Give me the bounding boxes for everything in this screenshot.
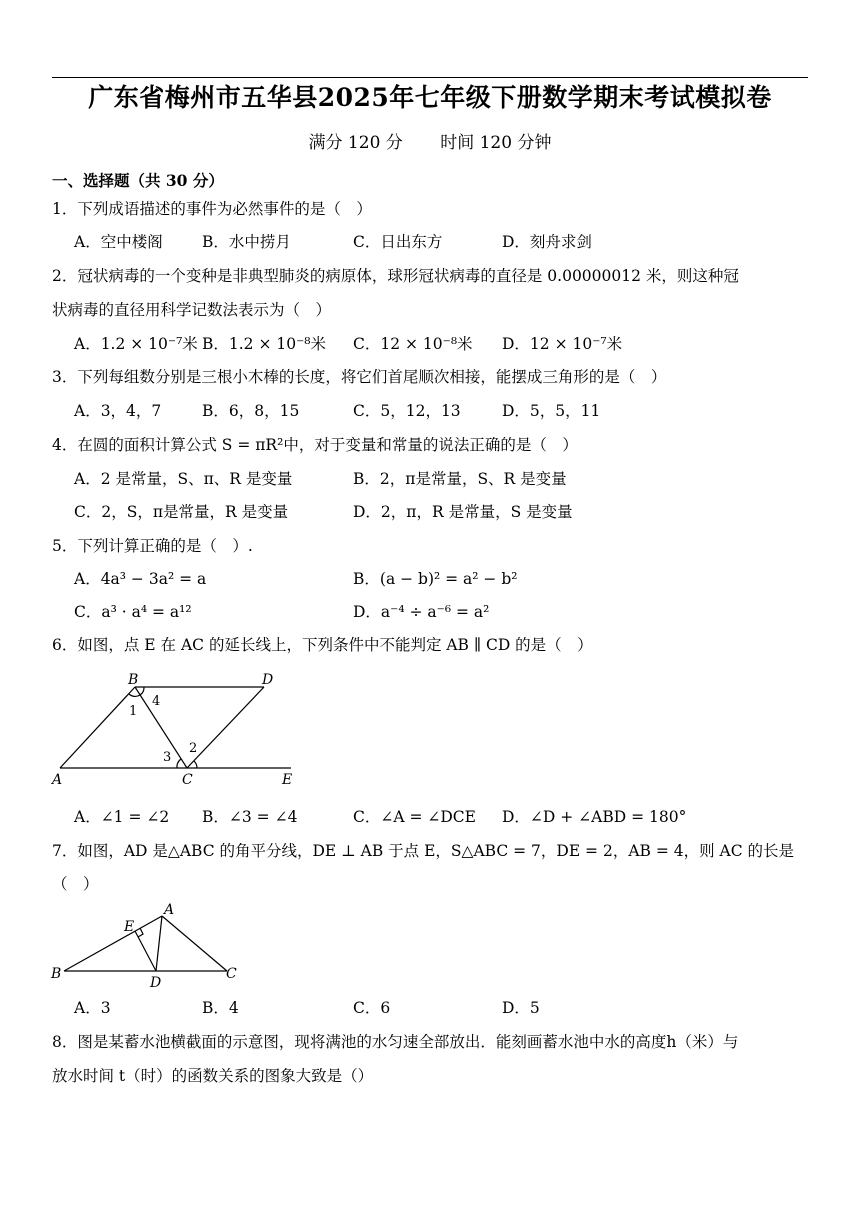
q1-option-b: B．水中捞月 [202, 233, 291, 251]
q6-option-a: A．∠1 = ∠2 [74, 808, 170, 826]
label-d: D [262, 672, 274, 688]
q5-stem: 5．下列计算正确的是（ ）. [52, 537, 253, 555]
q1-stem: 1．下列成语描述的事件为必然事件的是（ ） [52, 200, 372, 218]
q7-stem-line2: （ ） [52, 875, 99, 893]
label-e: E [282, 772, 293, 788]
label-a: A [164, 902, 175, 918]
label-angle-2: 2 [189, 741, 198, 756]
full-score: 满分 120 分 [308, 133, 403, 153]
q4-stem: 4．在圆的面积计算公式 S = πR²中，对于变量和常量的说法正确的是（ ） [52, 436, 578, 454]
label-d: D [150, 975, 162, 991]
segment-cd [187, 687, 264, 768]
label-c: C [226, 966, 237, 982]
q5-option-b: B．(a − b)² = a² − b² [353, 570, 518, 588]
q4-option-a: A．2 是常量，S、π、R 是变量 [74, 470, 293, 488]
q4-option-b: B．2，π是常量，S、R 是变量 [353, 470, 567, 488]
q6-option-c: C．∠A = ∠DCE [353, 808, 476, 826]
segment-bc [135, 687, 187, 768]
figure-q6 [48, 668, 298, 790]
q3-stem: 3．下列每组数分别是三根小木棒的长度，将它们首尾顺次相接，能摆成三角形的是（ ） [52, 368, 667, 386]
q2-option-d: D．12 × 10⁻⁷米 [502, 335, 623, 353]
q2-stem-line1: 2．冠状病毒的一个变种是非典型肺炎的病原体，球形冠状病毒的直径是 0.00000012 米，则这种冠 [52, 267, 739, 285]
label-c: C [182, 772, 193, 788]
q1-option-c: C．日出东方 [353, 233, 443, 251]
q7-option-c: C．6 [353, 999, 391, 1017]
q3-option-a: A．3，4，7 [74, 402, 162, 420]
label-angle-4: 4 [152, 694, 161, 709]
exam-title: 广东省梅州市五华县2025年七年级下册数学期末考试模拟卷 [88, 83, 772, 112]
q6-option-d: D．∠D + ∠ABD = 180° [502, 808, 687, 826]
label-a: A [52, 772, 63, 788]
q2-option-a: A．1.2 × 10⁻⁷米 [74, 335, 198, 353]
angle-1-arc [129, 694, 140, 696]
figure-q7 [48, 898, 244, 993]
angle-4-arc [140, 687, 144, 695]
q4-option-d: D．2，π，R 是常量，S 是变量 [353, 503, 573, 521]
segment-ba [64, 916, 162, 971]
segment-ac [162, 916, 227, 971]
q7-option-b: B．4 [202, 999, 239, 1017]
label-angle-1: 1 [129, 704, 138, 719]
label-b: B [51, 966, 62, 982]
q3-option-b: B．6，8，15 [202, 402, 300, 420]
q3-option-d: D．5，5，11 [502, 402, 601, 420]
q7-stem-line1: 7．如图，AD 是△ABC 的角平分线，DE ⊥ AB 于点 E，S△ABC = 7，DE = 2，AB = 4，则 AC 的长是 [52, 842, 795, 860]
q4-option-c: C．2，S，π是常量，R 是变量 [74, 503, 289, 521]
q5-option-c: C．a³ · a⁴ = a¹² [74, 603, 192, 621]
label-e: E [124, 919, 135, 935]
q6-option-b: B．∠3 = ∠4 [202, 808, 298, 826]
q2-option-c: C．12 × 10⁻⁸米 [353, 335, 473, 353]
segment-ad [156, 916, 162, 971]
q7-option-a: A．3 [74, 999, 111, 1017]
q5-option-d: D．a⁻⁴ ÷ a⁻⁶ = a² [353, 603, 490, 621]
q7-option-d: D．5 [502, 999, 540, 1017]
exam-time: 时间 120 分钟 [440, 133, 552, 153]
q6-stem: 6．如图，点 E 在 AC 的延长线上，下列条件中不能判定 AB ∥ CD 的是（ ） [52, 636, 593, 654]
q1-option-a: A．空中楼阁 [74, 233, 163, 251]
label-b: B [128, 672, 139, 688]
angle-2-arc [194, 761, 197, 768]
angle-3-arc [177, 759, 181, 768]
section-title: 一、选择题（共 30 分） [52, 171, 224, 190]
q2-option-b: B．1.2 × 10⁻⁸米 [202, 335, 327, 353]
q5-option-a: A．4a³ − 3a² = a [74, 570, 207, 588]
q8-stem-line2: 放水时间 t（时）的函数关系的图象大致是（） [52, 1067, 374, 1085]
q2-stem-line2: 状病毒的直径用科学记数法表示为（ ） [52, 301, 332, 319]
label-angle-3: 3 [163, 750, 172, 765]
segment-ab [60, 687, 138, 768]
top-rule [52, 77, 808, 78]
q1-option-d: D．刻舟求剑 [502, 233, 592, 251]
exam-subtitle [0, 129, 860, 157]
q8-stem-line1: 8．图是某蓄水池横截面的示意图，现将满池的水匀速全部放出．能刻画蓄水池中水的高度h（米）与 [52, 1033, 739, 1051]
q3-option-c: C．5，12，13 [353, 402, 461, 420]
